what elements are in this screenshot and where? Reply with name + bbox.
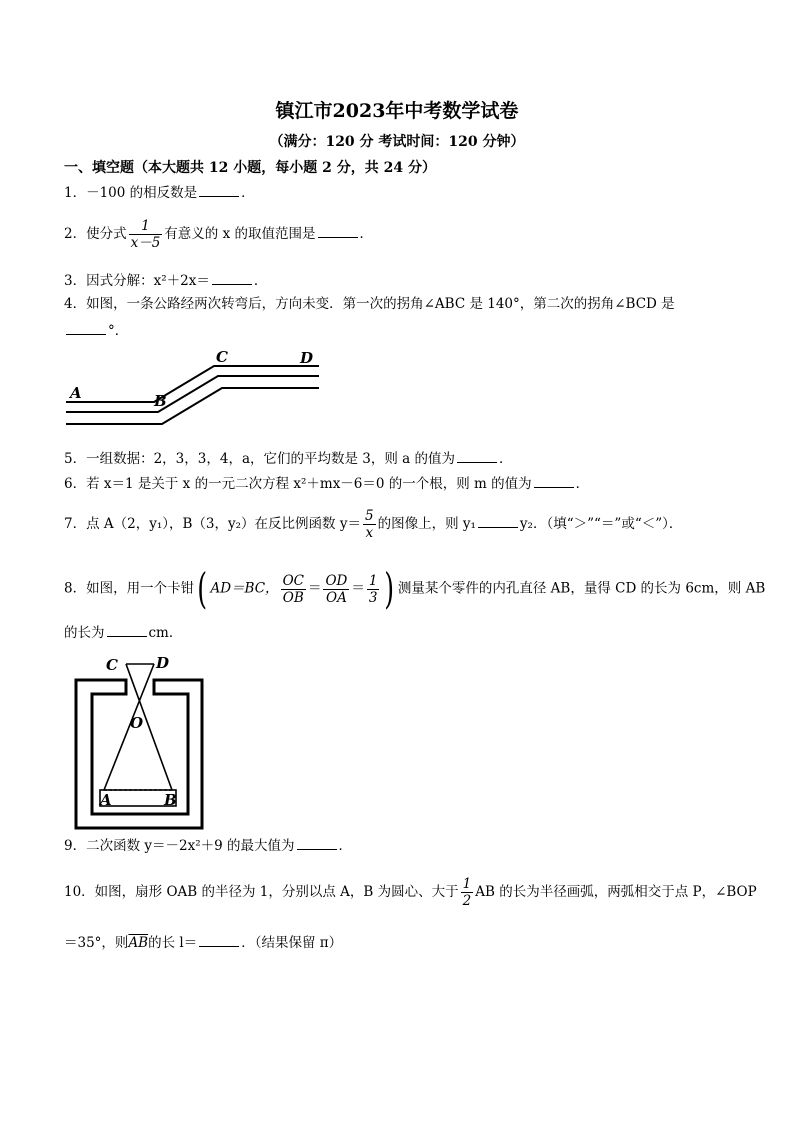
question-7: 7．点 A（2，y₁），B（3，y₂）在反比例函数 y＝ $\frac{5}{x}$ 的图像上，则 y₁ y₂．（填“＞”“＝”或“＜”）． (64, 508, 683, 541)
answer-blank (297, 835, 337, 850)
figure1-label-a: A (70, 384, 82, 402)
page-subtitle: （满分：120 分 考试时间：120 分钟） (269, 134, 525, 150)
figure2-label-c: C (106, 656, 118, 674)
figure1-label-b: B (154, 392, 167, 410)
answer-blank (478, 513, 518, 528)
answer-blank (199, 182, 239, 197)
answer-blank (534, 473, 574, 488)
answer-blank (66, 320, 106, 335)
answer-blank (318, 223, 358, 238)
answer-blank (212, 270, 252, 285)
figure2-label-d: D (156, 654, 170, 672)
figure1-label-c: C (216, 348, 228, 366)
figure2-label-b: B (164, 791, 177, 809)
fraction: $\frac{OC}{OB}$ (282, 572, 304, 606)
fraction: $\frac{OD}{OA}$ (325, 572, 348, 606)
answer-blank (107, 622, 147, 637)
question-4-line-1: 4．如图，一条公路经两次转弯后，方向未变．第一次的拐角∠ABC 是 140°，第二次的拐角∠BCD 是 (64, 296, 675, 312)
question-8-line-2: 的长为 cm． (64, 622, 182, 643)
fraction: $\frac{5}{x}$ (364, 508, 374, 541)
question-5: 5．一组数据：2，3，3，4，a，它们的平均数是 3，则 a 的值为 ． (64, 448, 513, 469)
figure1-label-d: D (300, 349, 314, 367)
caliper-figure (64, 650, 214, 830)
question-10-line-1: 10．如图，扇形 OAB 的半径为 1，分别以点 A，B 为圆心、大于 $\frac{1}{2}$ AB 的长为半径画弧，两弧相交于点 P，∠BOP (64, 876, 757, 909)
question-3: 3．因式分解：x²＋2x＝ ． (64, 270, 267, 291)
road-line-bottom (66, 388, 319, 424)
question-6: 6．若 x＝1 是关于 x 的一元二次方程 x²＋mx－6＝0 的一个根，则 m 的值为 ． (64, 473, 589, 494)
fraction: $\frac{1}{2}$ (462, 876, 472, 909)
page-title: 镇江市2023年中考数学试卷 (275, 100, 519, 122)
figure2-label-o: O (130, 714, 144, 732)
question-4-line-2: °． (64, 320, 128, 341)
question-1: 1．－100 的相反数是 ． (64, 182, 255, 203)
fraction: $\frac{1}{3}$ (368, 572, 378, 606)
fraction: $\frac{1}{x-5}$ (130, 218, 161, 251)
question-10-line-2: ＝35°，则$\overline{AB}$的长 l＝ ．（结果保留 π） (64, 932, 342, 953)
arc-ab: $\overline{AB}$ (128, 935, 149, 951)
answer-blank (457, 448, 497, 463)
figure2-label-a: A (100, 791, 112, 809)
question-2: 2．使分式 $\frac{1}{x-5}$ 有意义的 x 的取值范围是 ． (64, 218, 373, 251)
question-9: 9．二次函数 y＝－2x²＋9 的最大值为 ． (64, 835, 352, 856)
question-8-line-1: 8．如图，用一个卡钳( AD＝BC， $\frac{OC}{OB}$ ＝ $\frac{OD}{OA}$ ＝ $\frac{1}{3}$ ) 测量某个零件的内孔直径 AB，量得 CD 的长为 6cm，则 AB (64, 564, 766, 613)
road-figure (64, 346, 324, 438)
section-heading: 一、填空题（本大题共 12 小题，每小题 2 分，共 24 分） (64, 160, 436, 176)
road-line-top (66, 366, 319, 402)
caliper-arm-bc (104, 664, 154, 790)
answer-blank (199, 932, 239, 947)
